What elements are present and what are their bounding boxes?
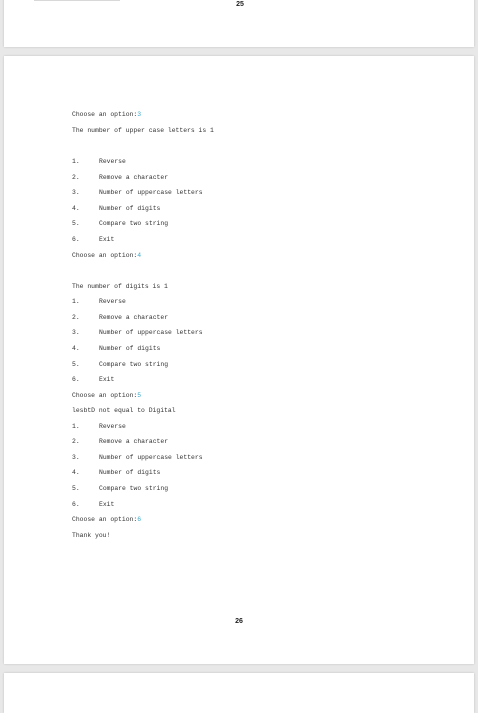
page-number: 26 — [235, 618, 243, 625]
prompt-line: Choose an option:4 — [72, 252, 142, 259]
output-line: The number of upper case letters is 1 — [72, 127, 214, 134]
output-line: The number of digits is 1 — [72, 283, 168, 290]
user-input: 6 — [137, 516, 142, 523]
output-line: Thank you! — [72, 532, 111, 539]
output-line: lesbtD not equal to Digital — [72, 407, 176, 414]
previous-page — [4, 0, 474, 47]
prompt-line: Choose an option:6 — [72, 516, 142, 523]
prompt-line: Choose an option:5 — [72, 392, 142, 399]
user-input: 4 — [137, 252, 142, 259]
user-input: 5 — [137, 392, 142, 399]
current-page: Choose an option:3 The number of upper case letters is 1 1. Reverse 2. Remove a character 3. Number of uppercase letters 4. Number of digits 5. Compare two string 6. Exit Choose an option:4 The number of digits is 1 1. Reverse 2. Remove a character 3. Number of uppercase letters 4. Number of digits 5. Compare two string 6. Exit Choose an option:5 lesbtD not equal to Digital 1. Reverse 2. Remove a character 3. Number of uppercase letters 4. Number of digits 5. Compare two string 6. Exit Choose an option:6 Thank you! 26 — [4, 56, 474, 664]
prompt-line: Choose an option:3 — [72, 111, 142, 118]
next-page — [4, 673, 474, 713]
user-input: 3 — [137, 111, 142, 118]
page-number-top: 25 — [236, 1, 244, 8]
